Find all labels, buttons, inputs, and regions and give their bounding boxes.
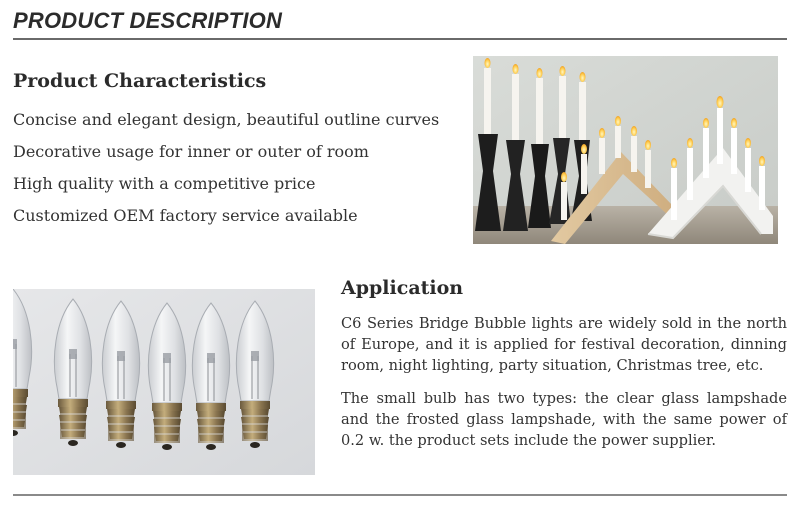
page-title: PRODUCT DESCRIPTION [13, 8, 283, 33]
candle-bridge-photo [473, 56, 778, 244]
application-paragraph: C6 Series Bridge Bubble lights are widely sold in the north of Europe, and it is applied for festival decoration, dinning room, night lighting, party situation, Christmas tree, etc. [341, 315, 787, 374]
application-description [341, 313, 787, 463]
application-paragraph: The small bulb has two types: the clear glass lampshade and the frosted glass lampshade, with the same power of 0.2 w. the product sets include the power supplier. [341, 390, 787, 449]
list-item: Concise and elegant design, beautiful outline curves [13, 110, 440, 129]
list-item: High quality with a competitive price [13, 174, 316, 193]
characteristics-list [13, 110, 439, 238]
header-divider [13, 38, 787, 40]
list-item: Decorative usage for inner or outer of room [13, 142, 369, 161]
list-item: Customized OEM factory service available [13, 206, 358, 225]
application-heading: Application [341, 277, 464, 299]
characteristics-heading: Product Characteristics [13, 70, 267, 92]
footer-divider [13, 494, 787, 496]
c6-bulbs-photo [13, 289, 315, 475]
